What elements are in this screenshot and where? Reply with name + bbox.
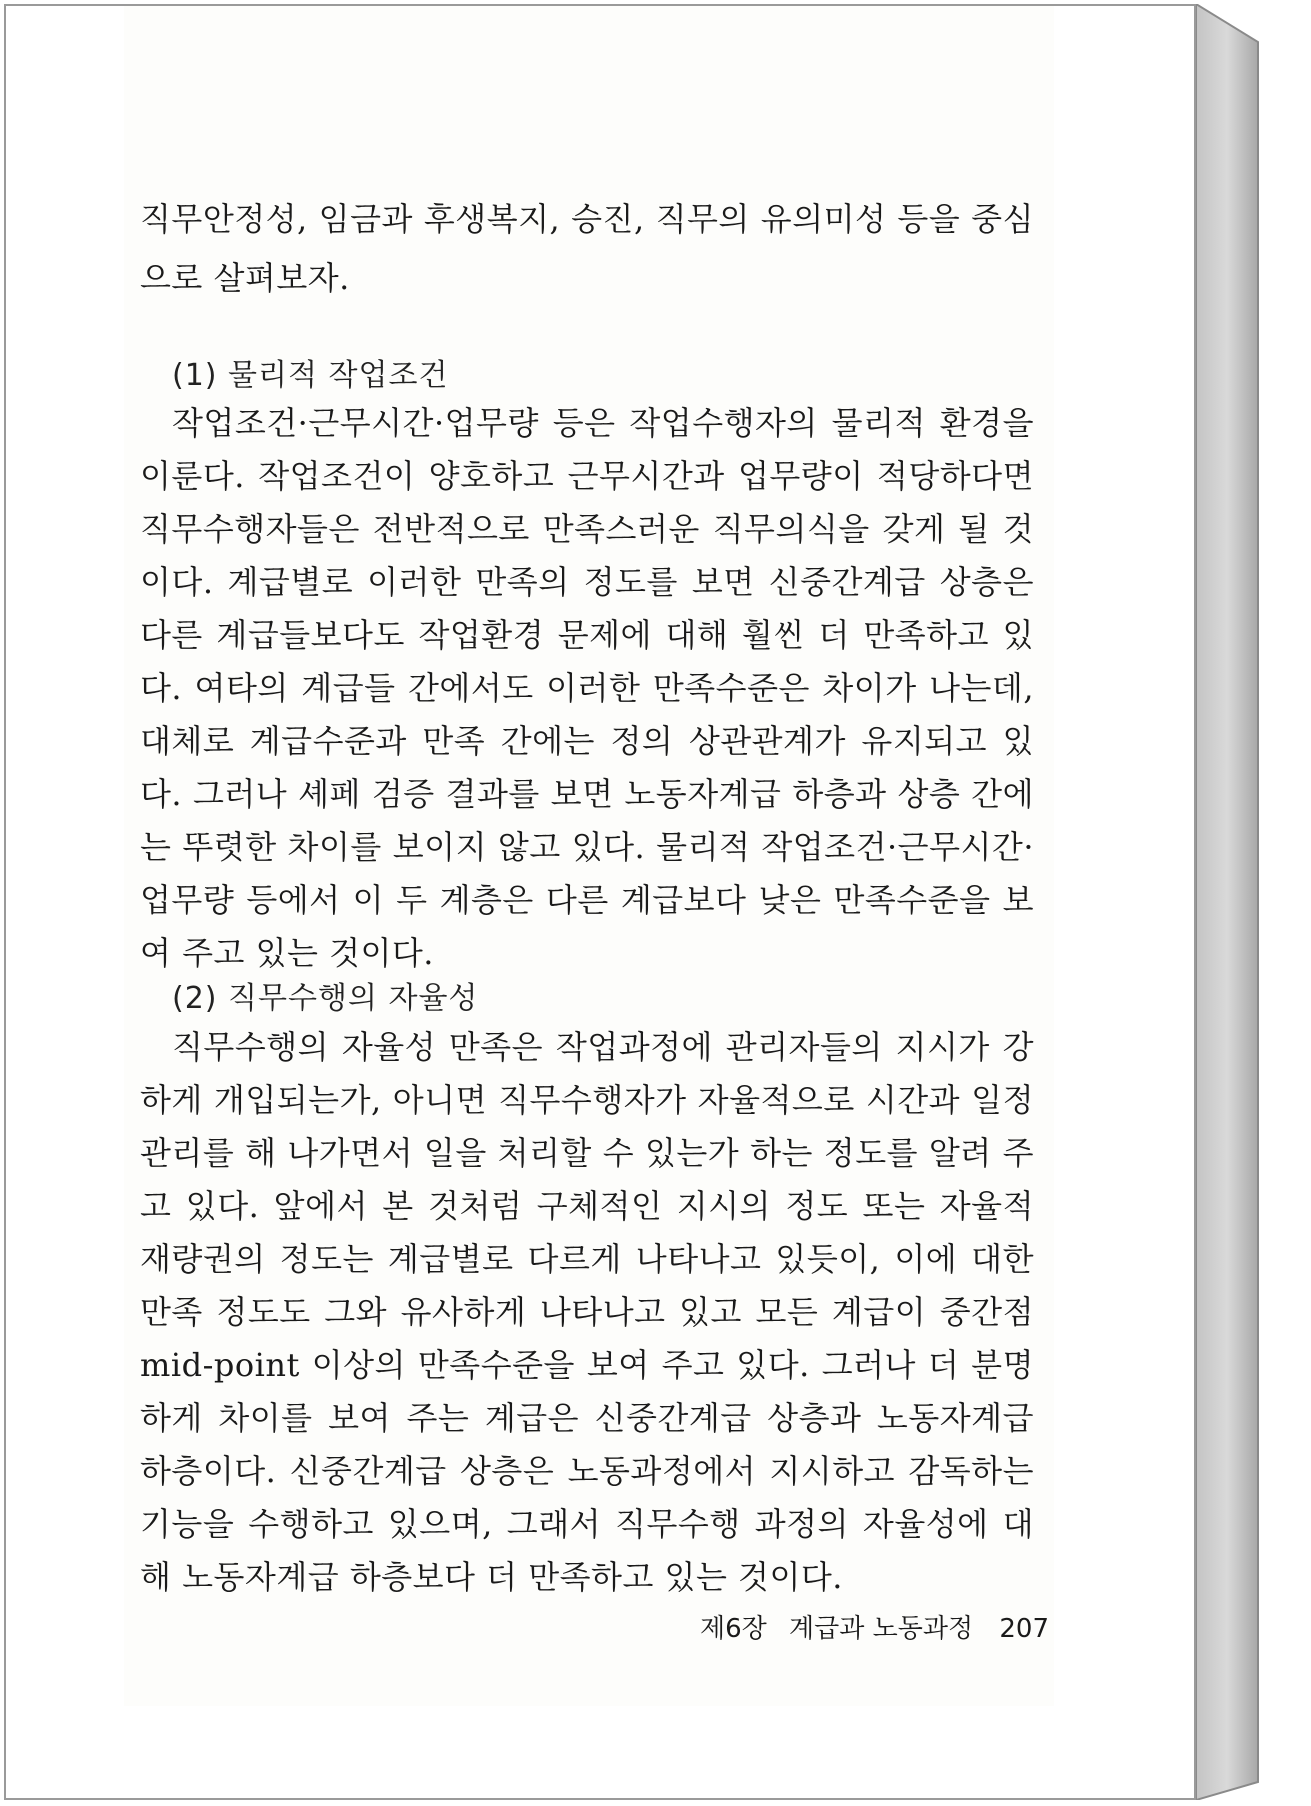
chapter-title: 계급과 노동과정 [789,1614,974,1644]
book-thickness-edge [1196,4,1266,1800]
page-footer [700,1608,1049,1645]
page-number: 207 [999,1614,1050,1644]
paragraph-physical-conditions: 작업조건·근무시간·업무량 등은 작업수행자의 물리적 환경을 이룬다. 작업조건이 양호하고 근무시간과 업무량이 적당하다면 직무수행자들은 전반적으로 만족스러운 직무의식을 갖게 될 것이다. 계급별로 이러한 만족의 정도를 보면 신중간계급 상층은 다른 계급들보다도 작업환경 문제에 대해 훨씬 더 만족하고 있다. 여타의 계급들 간에서도 이러한 만족수준은 차이가 나는데, 대체로 계급수준과 만족 간에는 정의 상관관계가 유지되고 있다. 그러나 셰페 검증 결과를 보면 노동자계급 하층과 상층 간에는 뚜렷한 차이를 보이지 않고 있다. 물리적 작업조건·근무시간·업무량 등에서 이 두 계층은 다른 계급보다 낮은 만족수준을 보여 주고 있는 것이다. [140,404,1034,972]
section-heading-job-autonomy: (2) 직무수행의 자율성 [172,981,479,1016]
section-heading-physical-conditions: (1) 물리적 작업조건 [172,358,449,393]
lead-paragraph: 직무안정성, 임금과 후생복지, 승진, 직무의 유의미성 등을 중심으로 살펴보자. [140,200,1034,297]
chapter-label: 제6장 [700,1614,767,1644]
paragraph-job-autonomy: 직무수행의 자율성 만족은 작업과정에 관리자들의 지시가 강하게 개입되는가, 아니면 직무수행자가 자율적으로 시간과 일정관리를 해 나가면서 일을 처리할 수 있는가 하는 정도를 알려 주고 있다. 앞에서 본 것처럼 구체적인 지시의 정도 또는 자율적 재량권의 정도는 계급별로 다르게 나타나고 있듯이, 이에 대한 만족 정도도 그와 유사하게 나타나고 있고 모든 계급이 중간점 mid-point 이상의 만족수준을 보여 주고 있다. 그러나 더 분명하게 차이를 보여 주는 계급은 신중간계급 상층과 노동자계급 하층이다. 신중간계급 상층은 노동과정에서 지시하고 감독하는 기능을 수행하고 있으며, 그래서 직무수행 과정의 자율성에 대해 노동자계급 하층보다 더 만족하고 있는 것이다. [140,1028,1034,1596]
book-edge-graphic [1196,4,1266,1800]
